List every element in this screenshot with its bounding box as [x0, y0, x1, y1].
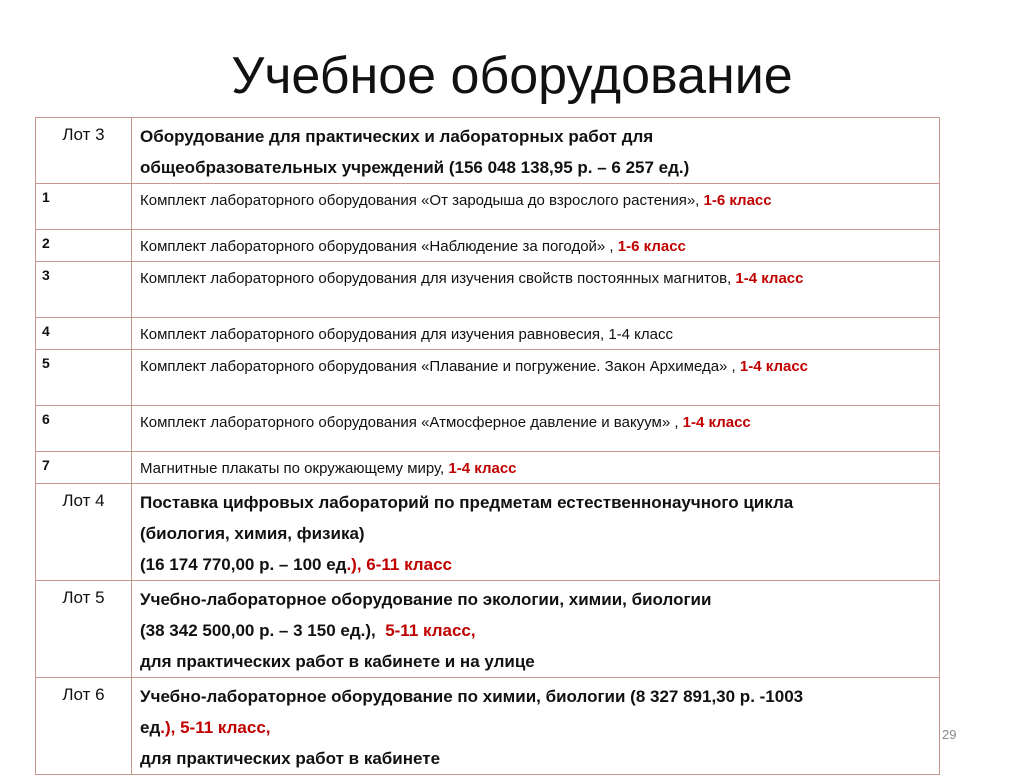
page-title: Учебное оборудование [231, 47, 793, 105]
table-row [36, 452, 940, 484]
item-text: Комплект лабораторного оборудования «Наблюдение за погодой» , [140, 238, 614, 255]
table-row [36, 230, 940, 262]
lot-label: Лот 5 [62, 588, 105, 607]
table-row [36, 678, 940, 775]
lot-description-line: Учебно-лабораторное оборудование по химии, биологии (8 327 891,30 р. -1003 [140, 687, 804, 706]
item-text: Комплект лабораторного оборудования для изучения свойств постоянных магнитов, [140, 270, 732, 287]
lot-price: ед [140, 718, 161, 737]
lot-description-line: для практических работ в кабинете и на улице [140, 652, 535, 671]
item-text: Комплект лабораторного оборудования «Плавание и погружение. Закон Архимеда» , [140, 358, 736, 375]
grade-label: 1-4 класс [735, 270, 804, 287]
lot-label: Лот 4 [62, 491, 105, 510]
table-row [36, 581, 940, 678]
item-text: Комплект лабораторного оборудования «От зародыша до взрослого растения», [140, 192, 700, 209]
lot-price: (16 174 770,00 р. – 100 ед [140, 555, 347, 574]
item-number: 2 [42, 235, 50, 251]
grade-label: 1-4 класс [682, 414, 751, 431]
table-row [36, 350, 940, 406]
item-number: 4 [42, 323, 50, 339]
grade-label: 5-11 класс, [385, 621, 476, 640]
lot-description-line: Поставка цифровых лабораторий по предметам естественнонаучного цикла [140, 493, 794, 512]
lot-price: (38 342 500,00 р. – 3 150 ед.), [140, 621, 376, 640]
table-row [36, 484, 940, 581]
page-number: 29 [942, 727, 957, 742]
grade-label: 1-6 класс [703, 192, 772, 209]
item-text: Комплект лабораторного оборудования «Атмосферное давление и вакуум» , [140, 414, 679, 431]
item-number: 3 [42, 267, 50, 283]
grade-label: 1-6 класс [617, 238, 686, 255]
item-number: 1 [42, 189, 50, 205]
table-row [36, 262, 940, 318]
lot-description-line: для практических работ в кабинете [140, 749, 441, 768]
lot-description-line: Учебно-лабораторное оборудование по экологии, химии, биологии [140, 590, 712, 609]
lot-label: Лот 3 [62, 125, 105, 144]
lot-description-line: общеобразовательных учреждений (156 048 138,95 р. – 6 257 ед.) [140, 158, 690, 177]
table-row [36, 118, 940, 184]
grade-label: .), 6-11 класс [346, 555, 452, 574]
item-number: 7 [42, 457, 50, 473]
grade-label: 1-4 класс [739, 358, 808, 375]
table-row [36, 318, 940, 350]
lot-label: Лот 6 [62, 685, 105, 704]
item-text: Магнитные плакаты по окружающему миру, [140, 460, 445, 477]
item-number: 6 [42, 411, 50, 427]
grade-label: 1-4 класс [448, 460, 517, 477]
equipment-table [35, 117, 940, 775]
grade-label: .), 5-11 класс, [160, 718, 271, 737]
lot-description-line: (биология, химия, физика) [140, 524, 365, 543]
table-row [36, 406, 940, 452]
item-text: Комплект лабораторного оборудования для изучения равновесия, 1-4 класс [140, 326, 673, 343]
item-number: 5 [42, 355, 50, 371]
lot-description-line: Оборудование для практических и лабораторных работ для [140, 127, 654, 146]
table-row [36, 184, 940, 230]
